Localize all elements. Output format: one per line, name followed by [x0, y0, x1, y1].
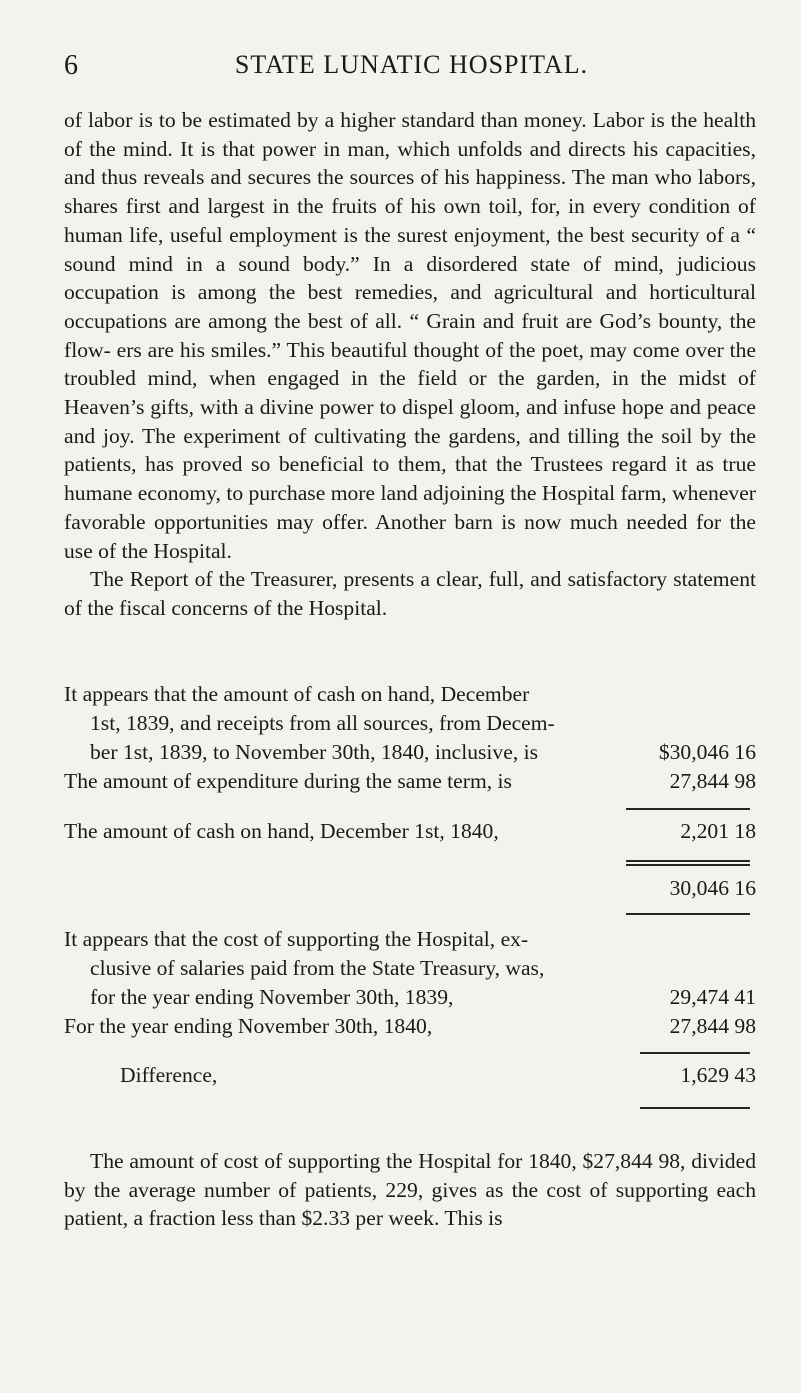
total-double-rule-top: [626, 860, 750, 862]
difference-label: Difference,: [120, 1063, 218, 1087]
cost-intro-label-2: clusive of salaries paid from the State Treasury, was,: [90, 956, 545, 980]
cost-1839-label: for the year ending November 30th, 1839,: [90, 985, 454, 1009]
paragraph-labor: of labor is to be estimated by a higher standard than money. Labor is the health of the mind. It is that power in man, which unfolds and directs his capacities, and thus reveals and secures the sources of his happiness. The man who labors, shares first and largest in the fruits of his own toil, for, in every condition of human life, useful employment is the surest enjoyment, the best security of a “ sound mind in a sound body.” In a disordered state of mind, judicious occupation is among the best remedies, and agricultural and horticultural occupations are among the best of all. “ Grain and fruit are God’s bounty, the flow- ers are his smiles.” This beautiful thought of the poet, may come over the troubled mind, when engaged in the field or the garden, in the midst of Heaven’s gifts, with a divine power to dispel gloom, and infuse hope and peace and joy. The experiment of cultivating the gardens, and tilling the soil by the patients, has proved so beneficial to them, that the Trustees regard it as true humane economy, to purchase more land adjoining the Hospital farm, whenever favorable opportunities may offer. Another barn is now much needed for the use of the Hospital.: [64, 108, 756, 563]
body-text-bottom: [64, 1147, 756, 1233]
running-title: STATE LUNATIC HOSPITAL.: [234, 50, 589, 79]
page-header: [64, 50, 759, 86]
cash-receipts-amount: $30,046 16: [658, 740, 756, 764]
cash-total-amount: 30,046 16: [669, 876, 756, 900]
total-double-rule-bottom: [626, 864, 750, 866]
cost-1839-amount: 29,474 41: [669, 985, 756, 1009]
paragraph-treasurer-report: The Report of the Treasurer, presents a clear, full, and satisfactory statement of the fiscal concerns of the Hospital.: [64, 567, 756, 620]
difference-bottom-rule: [640, 1107, 750, 1109]
body-text: [64, 106, 756, 623]
cash-balance-label: The amount of cash on hand, December 1st, 1840,: [64, 819, 499, 843]
cash-balance-amount: 2,201 18: [680, 819, 756, 843]
paragraph-cost-per-patient: The amount of cost of supporting the Hospital for 1840, $27,844 98, divided by the average number of patients, 229, gives as the cost of supporting each patient, a fraction less than $2.33 per week. This is: [64, 1149, 756, 1231]
cost-1840-amount: 27,844 98: [669, 1014, 756, 1038]
cash-receipts-label-3: ber 1st, 1839, to November 30th, 1840, inclusive, is: [90, 740, 539, 764]
expenditure-amount: 27,844 98: [669, 769, 756, 793]
cost-intro-label-1: It appears that the cost of supporting the Hospital, ex-: [64, 927, 529, 951]
subtotal-rule: [626, 808, 750, 810]
cash-receipts-label-2: 1st, 1839, and receipts from all sources, from Decem-: [90, 711, 555, 735]
expenditure-label: The amount of expenditure during the same term, is: [64, 769, 512, 793]
difference-amount: 1,629 43: [680, 1063, 756, 1087]
difference-rule: [640, 1052, 750, 1054]
total-bottom-rule: [626, 913, 750, 915]
page-number: 6: [64, 50, 79, 81]
cash-receipts-label-1: It appears that the amount of cash on hand, December: [64, 682, 530, 706]
cost-1840-label: For the year ending November 30th, 1840,: [64, 1014, 433, 1038]
